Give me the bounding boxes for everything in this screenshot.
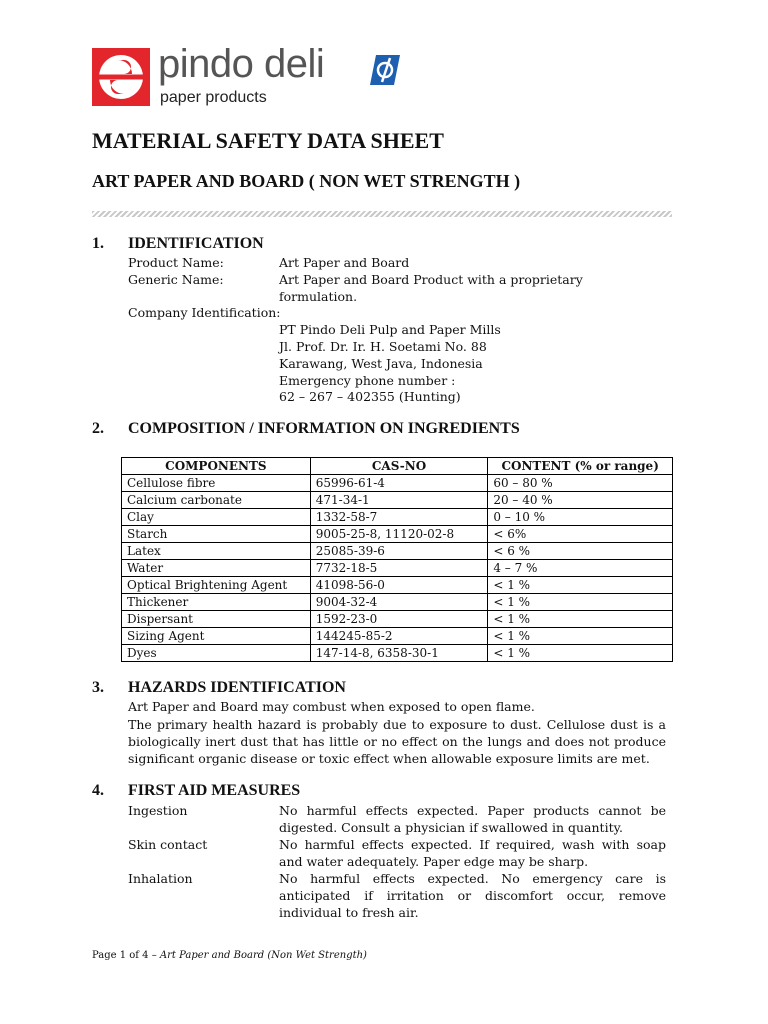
first-aid-text-skin-contact: No harmful effects expected. If required, wash with soap and water adequately. Paper edge may be sharp. [279, 837, 666, 869]
column-header-cas-no: CAS-NO [310, 458, 488, 475]
section-1-number: 1. [92, 235, 104, 252]
table-row [122, 645, 673, 662]
table-row [122, 526, 673, 543]
table-row [122, 509, 673, 526]
component-cell: Thickener [122, 594, 311, 611]
generic-name-label: Generic Name: [128, 272, 224, 287]
company-identification-label: Company Identification: [128, 305, 281, 320]
component-cell: Sizing Agent [122, 628, 311, 645]
table-row [122, 577, 673, 594]
pindo-deli-logo-mark-icon [92, 48, 150, 106]
cas-no-cell: 9004-32-4 [310, 594, 488, 611]
content-cell: < 1 % [488, 628, 673, 645]
component-cell: Dyes [122, 645, 311, 662]
cas-no-cell: 1332-58-7 [310, 509, 488, 526]
table-row [122, 611, 673, 628]
cas-no-cell: 65996-61-4 [310, 475, 488, 492]
hazard-dust-paragraph: The primary health hazard is probably due to exposure to dust. Cellulose dust is a biologically inert dust that has little or no effect on the lungs and does not produce significant organic disease or toxic effect when allowable exposure limits are met. [128, 717, 666, 766]
section-4-number: 4. [92, 782, 104, 799]
content-cell: < 6 % [488, 543, 673, 560]
document-title: MATERIAL SAFETY DATA SHEET [92, 128, 444, 153]
company-line: Jl. Prof. Dr. Ir. H. Soetami No. 88 [279, 339, 487, 354]
content-cell: < 1 % [488, 594, 673, 611]
section-3-number: 3. [92, 679, 104, 696]
company-line: PT Pindo Deli Pulp and Paper Mills [279, 322, 501, 337]
ingredients-table [121, 457, 673, 662]
product-name-value: Art Paper and Board [279, 255, 410, 270]
cas-no-cell: 1592-23-0 [310, 611, 488, 628]
cas-no-cell: 144245-85-2 [310, 628, 488, 645]
section-1-title: IDENTIFICATION [128, 235, 264, 252]
component-cell: Water [122, 560, 311, 577]
table-row [122, 543, 673, 560]
first-aid-label-ingestion: Ingestion [128, 803, 188, 818]
table-row [122, 475, 673, 492]
section-2-number: 2. [92, 420, 104, 437]
generic-name-value-line-2: formulation. [279, 289, 358, 304]
footer-document-name: Art Paper and Board (Non Wet Strength) [159, 950, 367, 961]
section-4-title: FIRST AID MEASURES [128, 782, 301, 799]
brand-subtitle: paper products [160, 89, 267, 106]
emergency-phone-number: 62 – 267 – 402355 (Hunting) [279, 389, 461, 404]
content-cell: 0 – 10 % [488, 509, 673, 526]
component-cell: Dispersant [122, 611, 311, 628]
content-cell: < 1 % [488, 611, 673, 628]
page-footer [92, 950, 367, 961]
content-cell: 60 – 80 % [488, 475, 673, 492]
section-3-title: HAZARDS IDENTIFICATION [128, 679, 346, 696]
table-row [122, 594, 673, 611]
product-name-label: Product Name: [128, 255, 224, 270]
cas-no-cell: 41098-56-0 [310, 577, 488, 594]
component-cell: Latex [122, 543, 311, 560]
table-row [122, 628, 673, 645]
page-number: Page 1 of 4 – [92, 950, 157, 961]
component-cell: Calcium carbonate [122, 492, 311, 509]
company-line: Karawang, West Java, Indonesia [279, 356, 483, 371]
cas-no-cell: 471-34-1 [310, 492, 488, 509]
generic-name-value-line-1: Art Paper and Board Product with a proprietary [279, 272, 583, 287]
content-cell: < 1 % [488, 577, 673, 594]
first-aid-label-skin-contact: Skin contact [128, 837, 208, 852]
table-row [122, 492, 673, 509]
content-cell: < 6% [488, 526, 673, 543]
table-header-row [122, 458, 673, 475]
document-subtitle: ART PAPER AND BOARD ( NON WET STRENGTH ) [92, 171, 521, 191]
cas-no-cell: 147-14-8, 6358-30-1 [310, 645, 488, 662]
content-cell: 4 – 7 % [488, 560, 673, 577]
component-cell: Cellulose fibre [122, 475, 311, 492]
cas-no-cell: 7732-18-5 [310, 560, 488, 577]
component-cell: Optical Brightening Agent [122, 577, 311, 594]
first-aid-text-ingestion: No harmful effects expected. Paper products cannot be digested. Consult a physician if swallowed in quantity. [279, 803, 666, 835]
hazard-flame-statement: Art Paper and Board may combust when exposed to open flame. [128, 699, 535, 714]
column-header-components: COMPONENTS [122, 458, 311, 475]
component-cell: Starch [122, 526, 311, 543]
header-divider [92, 211, 672, 217]
first-aid-text-inhalation: No harmful effects expected. No emergency care is anticipated if irritation or discomfort occur, remove individual to fresh air. [279, 871, 666, 920]
brand-name: pindo deli [158, 42, 325, 86]
content-cell: 20 – 40 % [488, 492, 673, 509]
content-cell: < 1 % [488, 645, 673, 662]
table-row [122, 560, 673, 577]
cas-no-cell: 25085-39-6 [310, 543, 488, 560]
company-line: Emergency phone number : [279, 373, 456, 388]
company-logo [92, 42, 422, 108]
component-cell: Clay [122, 509, 311, 526]
cas-no-cell: 9005-25-8, 11120-02-8 [310, 526, 488, 543]
pd-monogram-icon [370, 55, 400, 85]
section-2-title: COMPOSITION / INFORMATION ON INGREDIENTS [128, 420, 520, 437]
column-header-content: CONTENT (% or range) [488, 458, 673, 475]
first-aid-label-inhalation: Inhalation [128, 871, 193, 886]
